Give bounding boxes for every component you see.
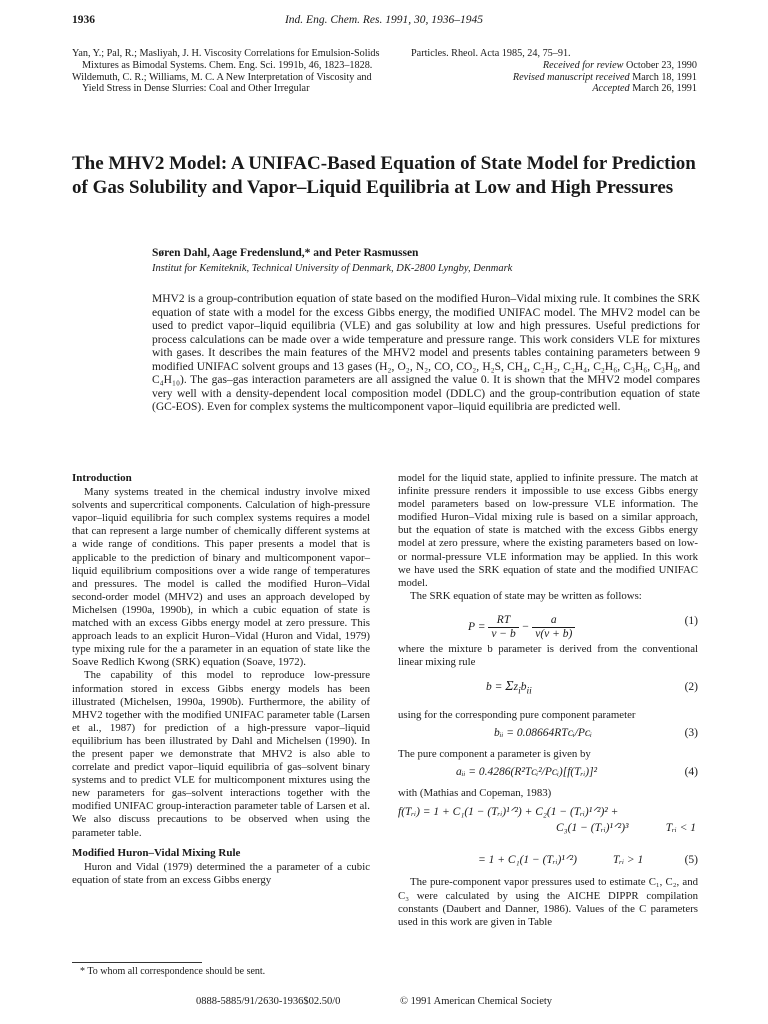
revised-label: Revised manuscript received <box>512 71 630 83</box>
page-number: 1936 <box>72 14 95 26</box>
journal-citation: Ind. Eng. Chem. Res. 1991, 30, 1936–1945 <box>284 14 484 26</box>
footnote-rule <box>72 962 202 963</box>
reference-entry: Yan, Y.; Pal, R.; Masliyah, J. H. Viscosity Correlations for Emulsion-Solids Mixtures as Bimodal Systems. Chem. Eng. Sci. 1991b, 46, 1823–1828. <box>72 48 380 71</box>
equation-1-expression: P = $\frac{RT}{v - b}$ − $\frac{a}{v(v + b)}$ <box>468 614 575 641</box>
paragraph: The SRK equation of state may be written as follows: <box>410 589 642 602</box>
right-column <box>398 472 698 929</box>
equation-4-expression: aᵢᵢ = 0.4286(R²Tᴄᵢ²/Pᴄᵢ)[f(Tᵣᵢ)]² <box>456 766 598 779</box>
previous-references-right <box>411 48 697 95</box>
accepted-line <box>411 83 697 95</box>
equation-number: (1) <box>684 614 698 627</box>
copyright: © 1991 American Chemical Society <box>400 996 553 1007</box>
equation-4 <box>398 764 698 784</box>
equation-5-part-1 <box>398 804 698 848</box>
paragraph: Many systems treated in the chemical industry involve mixed solvents and supercritical components. Calculation of high-pressure vapor–liquid equilibria for such complex systems requires a model that can represent a large number of chemically different systems at a wide range of conditions. This paper presents a model that is applicable to the prediction of binary and multicomponent vapor–liquid equilibrium compositions over a wide range of temperatures and pressures. The model is called the modified Huron–Vidal second-order model (MHV2) and uses an approach developed by Michelsen (1990a, 1990b), in which a cubic equation of state is matched with an excess Gibbs energy model at zero pressure. This approach leads to an explicit Huron–Vidal (Huron and Vidal, 1979) type mixing rule for the a parameter in an equation of state like the Soave Redlich Kwong (SRK) equation (Soave, 1972). <box>72 486 370 669</box>
paragraph: The capability of this model to reproduce low-pressure information stored in excess Gibbs energy models has been illustrated (Michelsen, 1990a, 1990b). Furthermore, the ability of MHV2 together with the modified UNIFAC parameter table (Larsen et al., 1987) for prediction of a high-pressure vapor–liquid equilibrium has been illustrated by Dahl and Michelsen (1990). In the present paper we demonstrate that MHV2 is also able to correlate and predict vapor–liquid equilibria of gas–solvent binary systems and to predict VLE for multicomponent mixtures using the new parameters for gas–solvent interactions together with the modified UNIFAC group-interaction parameter table of Larsen et al. We also discuss precautions to be observed when using the parameter table. <box>72 669 370 839</box>
equation-number: (4) <box>684 766 698 779</box>
paragraph: The pure-component vapor pressures used to estimate C₁, C₂, and C₃ were calculated by using the AICHE DIPPR compilation constants (Daubert and Danner, 1986). Values of the C parameters used in this work are given in Table <box>398 876 698 928</box>
paragraph: model for the liquid state, applied to infinite pressure. The match at infinite pressure renders it impossible to use excess Gibbs energy model parameters based on low-pressure VLE information. The modified Huron–Vidal mixing rule is based on a similar approach, but the equation of state is matched with the excess Gibbs energy model at zero pressure, where the existing parameters based on low- or normal-pressure VLE information may be applied. In this work we have used the SRK equation of state and the modified UNIFAC model. <box>398 472 698 589</box>
equation-5-condition: Tᵣᵢ < 1 <box>665 822 696 835</box>
footnote: * To whom all correspondence should be sent. <box>80 966 266 977</box>
author-list: Søren Dahl, Aage Fredenslund,* and Peter Rasmussen <box>152 247 419 259</box>
revised-line <box>411 72 697 84</box>
equation-1 <box>398 606 698 640</box>
author-affiliation: Institut for Kemiteknik, Technical University of Denmark, DK-2800 Lyngby, Denmark <box>152 263 513 274</box>
revised-date: March 18, 1991 <box>632 71 697 83</box>
paragraph: with (Mathias and Copeman, 1983) <box>398 787 552 800</box>
abstract: MHV2 is a group-contribution equation of state based on the modified Huron–Vidal mixing rule. It combines the SRK equation of state with a model for the excess Gibbs energy, the modified UNIFAC model. The MHV2 model can be used to predict vapor–liquid equilibria (VLE) and gas solubility at low and high pressures. Useful predictions for process calculations can be made over a wide temperature and pressure range. This work considers VLE for mixtures with gases. It describes the main features of the MHV2 model and presents tables containing parameters between 9 modified UNIFAC solvent groups and 13 gases (H₂, O₂, N₂, CO, CO₂, H₂S, CH₄, C₂H₂, C₂H₄, C₂H₆, C₃H₆, C₃H₈, and C₄H₁₀). The gas–gas interaction parameters are all assigned the value 0. It is shown that the MHV2 model compares very well with a density-dependent local composition model (DDLC) and the group-contribution equation of state (GC-EOS). Even for complex systems the multicomponent vapor–liquid equilibria are predicted well. <box>152 293 700 413</box>
paragraph: using for the corresponding pure component parameter <box>398 709 636 722</box>
equation-5-condition-2: Tᵣᵢ > 1 <box>613 854 644 867</box>
received-line <box>411 60 697 72</box>
reference-continuation: Particles. Rheol. Acta 1985, 24, 75–91. <box>411 48 571 59</box>
section-heading-introduction: Introduction <box>72 472 132 484</box>
equation-5-line-2: C₃(1 − (Tᵣᵢ)¹ᐟ²)³ <box>556 822 629 835</box>
equation-3 <box>398 725 698 745</box>
equation-5-line-1: f(Tᵣᵢ) = 1 + C₁(1 − (Tᵣᵢ)¹ᐟ²) + C₂(1 − (Tᵣᵢ)¹ᐟ²)² + <box>398 806 619 819</box>
section-heading-mhv: Modified Huron–Vidal Mixing Rule <box>72 846 241 859</box>
equation-5-part-2 <box>398 852 698 872</box>
received-label: Received for review <box>542 59 624 71</box>
fraction: $\frac{a}{v(v + b)}$ <box>532 614 575 641</box>
paragraph: where the mixture b parameter is derived from the conventional linear mixing rule <box>398 642 698 669</box>
equation-number: (2) <box>684 681 698 694</box>
paragraph: The pure component a parameter is given by <box>398 748 591 761</box>
article-title: The MHV2 Model: A UNIFAC-Based Equation of State Model for Prediction of Gas Solubility and Vapor–Liquid Equilibria at Low and High Pressures <box>72 153 696 198</box>
received-date: October 23, 1990 <box>625 59 697 71</box>
accepted-label: Accepted <box>592 83 630 95</box>
fraction: $\frac{RT}{v - b}$ <box>488 614 518 641</box>
running-header <box>72 14 696 34</box>
accepted-date: March 26, 1991 <box>632 83 697 95</box>
article-code: 0888-5885/91/2630-1936$02.50/0 <box>196 996 341 1007</box>
left-column <box>72 472 370 887</box>
equation-3-expression: bᵢᵢ = 0.08664RTᴄᵢ/Pᴄᵢ <box>494 727 592 740</box>
equation-5-line-3: = 1 + C₁(1 − (Tᵣᵢ)¹ᐟ²) <box>478 854 577 867</box>
equation-number: (5) <box>684 854 698 867</box>
equation-2-expression: $b = \Sigma z_ib_{ii}$ <box>486 679 532 697</box>
previous-references <box>72 48 382 95</box>
equation-2 <box>398 672 698 706</box>
paragraph: Huron and Vidal (1979) determined the a parameter of a cubic equation of state from an excess Gibbs energy <box>72 860 370 886</box>
equation-number: (3) <box>684 727 698 740</box>
reference-entry: Wildemuth, C. R.; Williams, M. C. A New Interpretation of Viscosity and Yield Stress in Dense Slurries: Coal and Other Irregular <box>72 71 372 95</box>
